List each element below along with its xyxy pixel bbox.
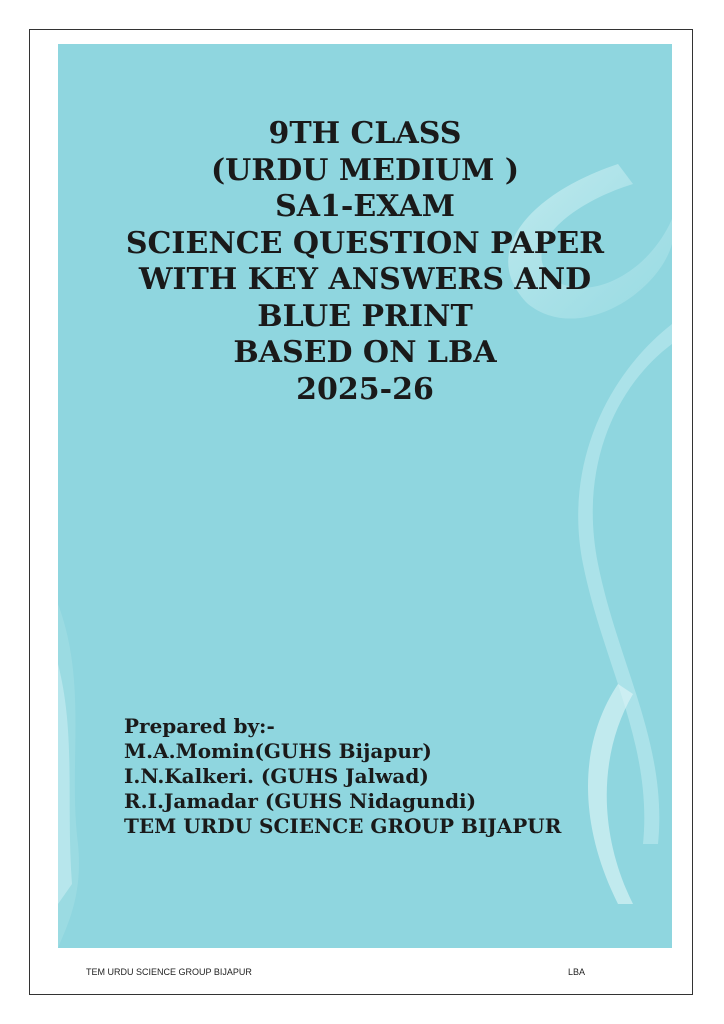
cover-panel <box>58 44 672 948</box>
group-name: TEM URDU SCIENCE GROUP BIJAPUR <box>124 814 562 838</box>
title-line-basis: BASED ON LBA <box>233 335 497 370</box>
title-line-blueprint: BLUE PRINT <box>257 298 473 334</box>
cover-title <box>58 116 672 408</box>
title-line-year: 2025-26 <box>296 371 434 407</box>
footer-left-text: TEM URDU SCIENCE GROUP BIJAPUR <box>86 967 252 977</box>
credits-heading: Prepared by:- <box>124 714 275 738</box>
title-line-exam: SA1-EXAM <box>275 189 455 224</box>
author-2: I.N.Kalkeri. (GUHS Jalwad) <box>124 764 429 788</box>
credits-block <box>124 714 561 839</box>
title-line-class: 9TH CLASS <box>268 116 462 151</box>
title-line-medium: (URDU MEDIUM ) <box>210 152 520 188</box>
author-1: M.A.Momin(GUHS Bijapur) <box>124 739 432 763</box>
title-line-subject: SCIENCE QUESTION PAPER <box>125 225 605 261</box>
author-3: R.I.Jamadar (GUHS Nidagundi) <box>124 789 477 813</box>
footer-right-text: LBA <box>568 967 586 977</box>
title-line-answers: WITH KEY ANSWERS AND <box>138 262 592 297</box>
